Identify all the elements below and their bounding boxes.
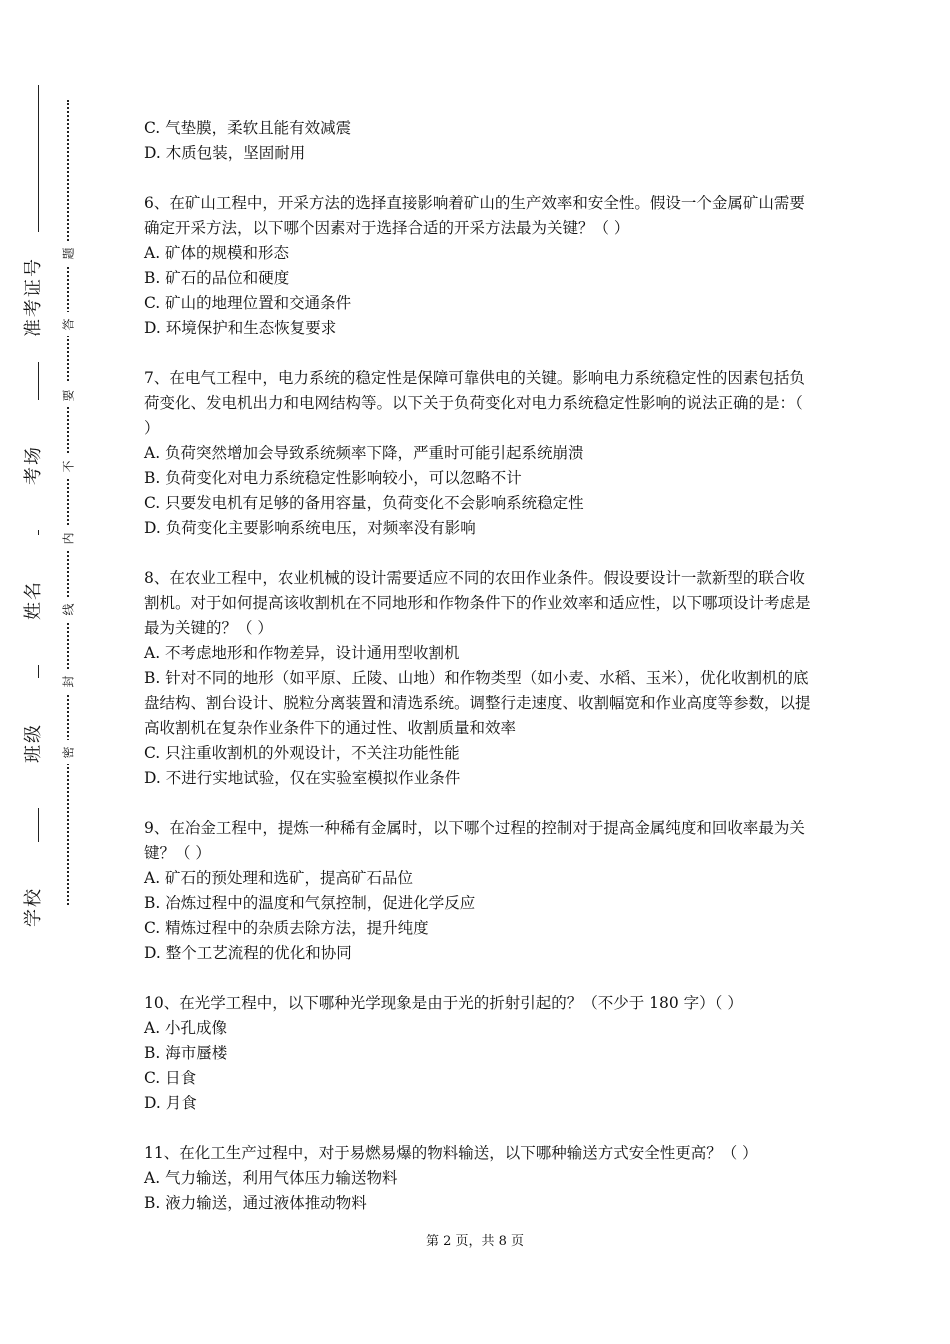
option: D. 不进行实地试验，仅在实验室模拟作业条件: [144, 769, 461, 787]
question-9: [144, 816, 812, 966]
question-8: [144, 566, 812, 791]
option: A. 不考虑地形和作物差异，设计通用型收割机: [144, 644, 460, 662]
option: D. 木质包装，坚固耐用: [144, 144, 306, 162]
name-field: [12, 535, 52, 665]
class-label: 班级: [23, 723, 44, 763]
binding-seal-line: [67, 100, 69, 905]
seal-char: 密: [58, 740, 78, 764]
option: B. 海市蜃楼: [144, 1044, 228, 1062]
seal-char: 要: [58, 383, 78, 407]
option: A. 矿体的规模和形态: [144, 244, 290, 262]
option: C. 精炼过程中的杂质去除方法，提升纯度: [144, 919, 429, 937]
question-11: [144, 1141, 812, 1216]
option: A. 矿石的预处理和选矿，提高矿石品位: [144, 869, 414, 887]
question-10: [144, 991, 812, 1116]
question-stem: 6、在矿山工程中，开采方法的选择直接影响着矿山的生产效率和安全性。假设一个金属矿山需要确定开采方法，以下哪个因素对于选择合适的开采方法最为关键？（ ）: [144, 194, 805, 237]
option: D. 环境保护和生态恢复要求: [144, 319, 337, 337]
carryover-options: [144, 116, 812, 166]
seal-char: 不: [58, 454, 78, 478]
school-field: [12, 842, 52, 972]
exam-room-field: [12, 400, 52, 530]
binding-margin: [0, 0, 110, 1344]
name-label: 姓名: [23, 580, 44, 620]
option: D. 月食: [144, 1094, 197, 1112]
question-stem: 11、在化工生产过程中，对于易燃易爆的物料输送，以下哪种输送方式安全性更高？（ ）: [144, 1144, 758, 1162]
option: C. 只要发电机有足够的备用容量，负荷变化不会影响系统稳定性: [144, 494, 584, 512]
seal-char: 题: [58, 241, 78, 265]
exam-room-label: 考场: [23, 445, 44, 485]
option: B. 冶炼过程中的温度和气氛控制，促进化学反应: [144, 894, 476, 912]
question-stem: 9、在冶金工程中，提炼一种稀有金属时，以下哪个过程的控制对于提高金属纯度和回收率最为关键？（ ）: [144, 819, 805, 862]
option: B. 针对不同的地形（如平原、丘陵、山地）和作物类型（如小麦、水稻、玉米），优化收割机的底盘结构、割台设计、脱粒分离装置和清选系统。调整行走速度、收割幅宽和作业高度等参数，以提高收割机在复杂作业条件下的通过性、收割质量和效率: [144, 669, 811, 737]
option: B. 负荷变化对电力系统稳定性影响较小，可以忽略不计: [144, 469, 522, 487]
page-footer: 第 2 页，共 8 页: [425, 1234, 525, 1249]
exam-content: [144, 116, 812, 1216]
option: D. 负荷变化主要影响系统电压，对频率没有影响: [144, 519, 476, 537]
option: C. 矿山的地理位置和交通条件: [144, 294, 352, 312]
school-label: 学校: [23, 887, 44, 927]
option: C. 气垫膜，柔软且能有效减震: [144, 119, 352, 137]
question-stem: 7、在电气工程中，电力系统的稳定性是保障可靠供电的关键。影响电力系统稳定性的因素包括负荷变化、发电机出力和电网结构等。以下关于负荷变化对电力系统稳定性影响的说法正确的是：（ ）: [144, 369, 805, 437]
exam-id-field: [12, 232, 52, 362]
option: A. 气力输送，利用气体压力输送物料: [144, 1169, 398, 1187]
option: B. 矿石的品位和硬度: [144, 269, 290, 287]
seal-char: 内: [58, 526, 78, 550]
question-6: [144, 191, 812, 341]
class-field: [12, 678, 52, 808]
seal-char: 封: [58, 669, 78, 693]
option: D. 整个工艺流程的优化和协同: [144, 944, 352, 962]
option: A. 小孔成像: [144, 1019, 228, 1037]
seal-char: 线: [58, 597, 78, 621]
option: C. 日食: [144, 1069, 197, 1087]
exam-id-label: 准考证号: [23, 257, 44, 337]
option: A. 负荷突然增加会导致系统频率下降，严重时可能引起系统崩溃: [144, 444, 584, 462]
seal-char: 答: [58, 312, 78, 336]
question-7: [144, 366, 812, 541]
option: C. 只注重收割机的外观设计，不关注功能性能: [144, 744, 460, 762]
option: B. 液力输送，通过液体推动物料: [144, 1194, 367, 1212]
question-stem: 10、在光学工程中，以下哪种光学现象是由于光的折射引起的？（不少于 180 字）（ ）: [144, 994, 743, 1012]
question-stem: 8、在农业工程中，农业机械的设计需要适应不同的农田作业条件。假设要设计一款新型的联合收割机。对于如何提高该收割机在不同地形和作物条件下的作业效率和适应性，以下哪项设计考虑是最为关键的？（ ）: [144, 569, 811, 637]
